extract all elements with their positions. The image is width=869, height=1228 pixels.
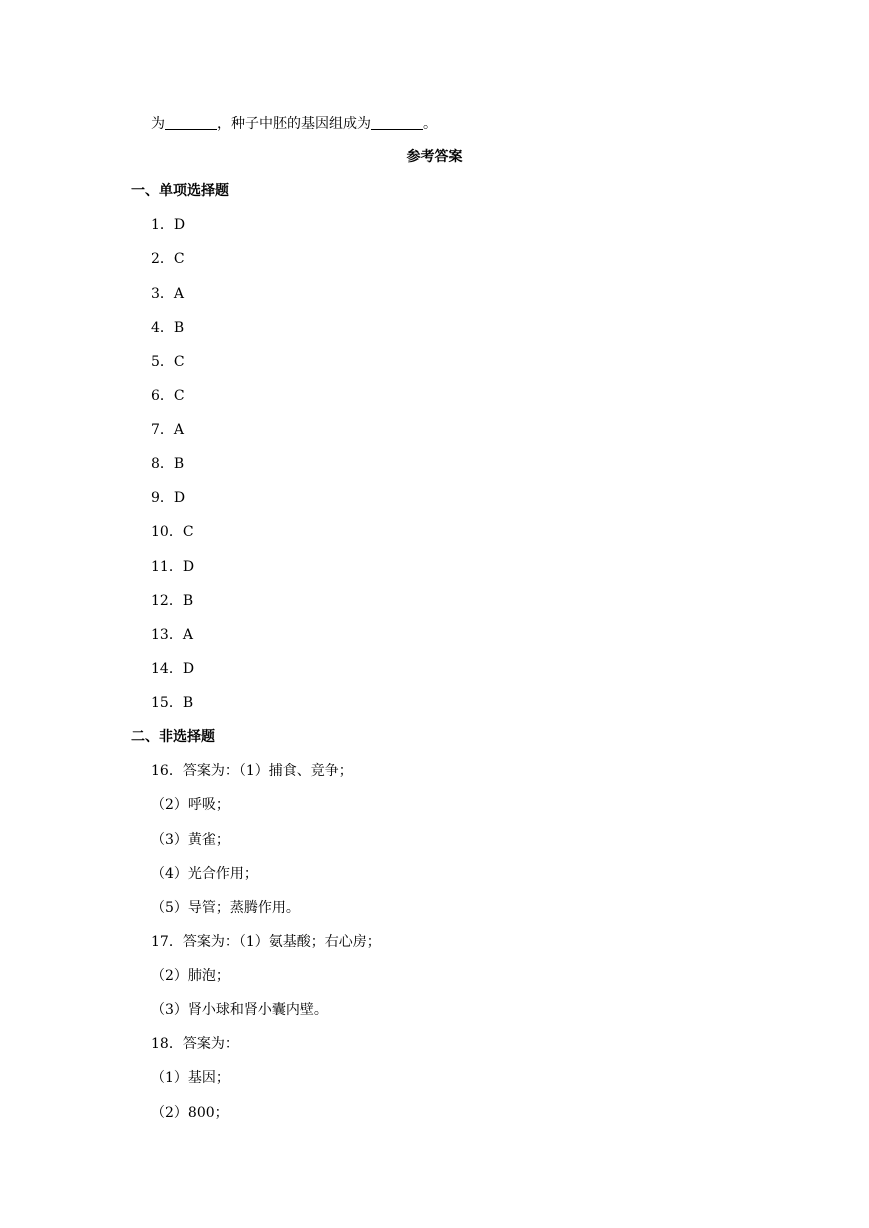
answer-line: （2）肺泡；	[151, 968, 230, 984]
answer-line: （2）呼吸；	[151, 797, 230, 813]
answer-blank-2	[371, 115, 423, 130]
answer-item: 9．D	[151, 490, 186, 506]
answer-item: 1．D	[151, 217, 186, 233]
answer-item: 11．D	[151, 559, 195, 575]
answer-blank-1	[165, 115, 217, 130]
answer-item: 12．B	[151, 593, 194, 609]
answer-item: 15．B	[151, 695, 194, 711]
answer-item: 7．A	[151, 422, 185, 438]
intro-text-2: ，种子中胚的基因组成为	[217, 116, 371, 132]
intro-line	[151, 115, 437, 133]
answer-line: （3）肾小球和肾小囊内壁。	[151, 1002, 328, 1018]
answer-item: 4．B	[151, 320, 185, 336]
answer-line: （3）黄雀；	[151, 832, 230, 848]
answer-item: 8．B	[151, 456, 185, 472]
answer-line: 16．答案为：（1）捕食、竞争；	[151, 763, 353, 779]
answer-line: （2）800；	[151, 1105, 229, 1121]
answer-line: （5）导管；蒸腾作用。	[151, 900, 300, 916]
answer-item: 2．C	[151, 251, 185, 267]
section-heading-non-choice: 二、非选择题	[131, 729, 215, 745]
answer-line: 18．答案为：	[151, 1036, 239, 1052]
answer-item: 6．C	[151, 388, 185, 404]
answer-item: 5．C	[151, 354, 185, 370]
page-title: 参考答案	[406, 149, 463, 165]
answer-item: 14．D	[151, 661, 195, 677]
answer-line: （1）基因；	[151, 1070, 230, 1086]
answer-item: 13．A	[151, 627, 193, 643]
intro-text-3: 。	[423, 116, 437, 132]
answer-item: 10．C	[151, 524, 194, 540]
intro-text-1: 为	[151, 116, 165, 132]
answer-line: 17．答案为：（1）氨基酸；右心房；	[151, 934, 381, 950]
section-heading-single-choice: 一、单项选择题	[131, 183, 229, 199]
answer-line: （4）光合作用；	[151, 866, 258, 882]
answer-item: 3．A	[151, 286, 185, 302]
